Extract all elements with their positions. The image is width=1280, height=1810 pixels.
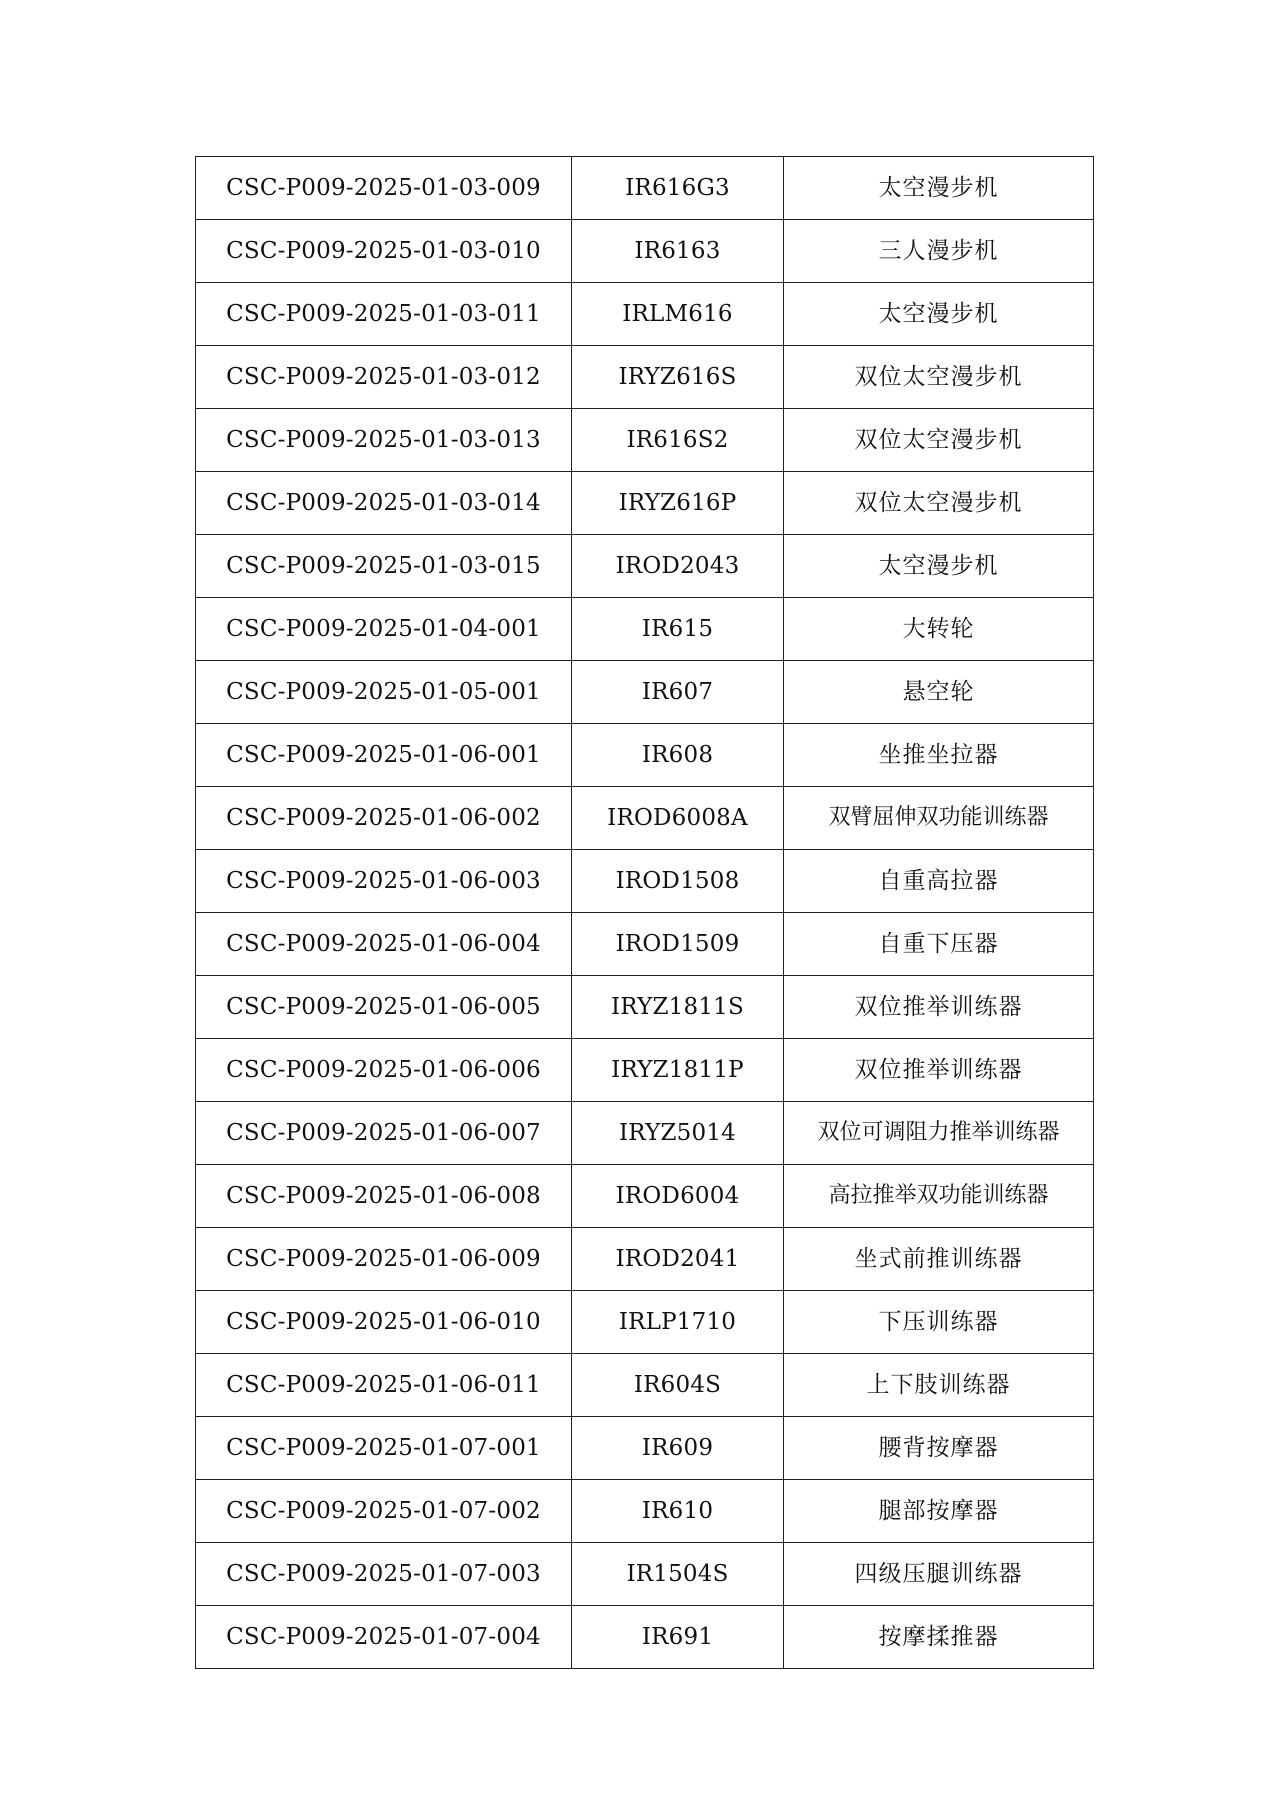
cell-product-name: 双臂屈伸双功能训练器 xyxy=(784,787,1094,850)
cell-certificate-code: CSC-P009-2025-01-03-011 xyxy=(196,283,572,346)
table-row xyxy=(196,1480,1094,1543)
table-row xyxy=(196,409,1094,472)
cell-model-number: IR1504S xyxy=(572,1543,784,1606)
table-row xyxy=(196,157,1094,220)
cell-product-name: 太空漫步机 xyxy=(784,157,1094,220)
cell-product-name: 三人漫步机 xyxy=(784,220,1094,283)
table-row xyxy=(196,472,1094,535)
cell-certificate-code: CSC-P009-2025-01-06-006 xyxy=(196,1039,572,1102)
cell-product-name: 下压训练器 xyxy=(784,1291,1094,1354)
cell-product-name: 双位可调阻力推举训练器 xyxy=(784,1102,1094,1165)
cell-model-number: IR604S xyxy=(572,1354,784,1417)
cell-certificate-code: CSC-P009-2025-01-06-003 xyxy=(196,850,572,913)
cell-certificate-code: CSC-P009-2025-01-07-003 xyxy=(196,1543,572,1606)
table-row xyxy=(196,1606,1094,1669)
cell-model-number: IR609 xyxy=(572,1417,784,1480)
cell-product-name: 高拉推举双功能训练器 xyxy=(784,1165,1094,1228)
cell-product-name: 大转轮 xyxy=(784,598,1094,661)
cell-model-number: IRYZ1811P xyxy=(572,1039,784,1102)
cell-product-name: 上下肢训练器 xyxy=(784,1354,1094,1417)
cell-certificate-code: CSC-P009-2025-01-06-005 xyxy=(196,976,572,1039)
cell-certificate-code: CSC-P009-2025-01-06-001 xyxy=(196,724,572,787)
cell-model-number: IRLP1710 xyxy=(572,1291,784,1354)
cell-certificate-code: CSC-P009-2025-01-03-012 xyxy=(196,346,572,409)
table-row xyxy=(196,1165,1094,1228)
cell-product-name: 坐式前推训练器 xyxy=(784,1228,1094,1291)
table-row xyxy=(196,346,1094,409)
cell-product-name: 双位推举训练器 xyxy=(784,976,1094,1039)
cell-product-name: 自重下压器 xyxy=(784,913,1094,976)
cell-certificate-code: CSC-P009-2025-01-06-007 xyxy=(196,1102,572,1165)
table-row xyxy=(196,283,1094,346)
cell-model-number: IRYZ616S xyxy=(572,346,784,409)
cell-product-name: 双位太空漫步机 xyxy=(784,472,1094,535)
table-row xyxy=(196,535,1094,598)
cell-certificate-code: CSC-P009-2025-01-06-009 xyxy=(196,1228,572,1291)
cell-model-number: IROD6004 xyxy=(572,1165,784,1228)
cell-model-number: IRYZ616P xyxy=(572,472,784,535)
cell-product-name: 自重高拉器 xyxy=(784,850,1094,913)
table-row xyxy=(196,1039,1094,1102)
cell-certificate-code: CSC-P009-2025-01-06-010 xyxy=(196,1291,572,1354)
cell-model-number: IRYZ5014 xyxy=(572,1102,784,1165)
cell-certificate-code: CSC-P009-2025-01-06-008 xyxy=(196,1165,572,1228)
cell-product-name: 双位推举训练器 xyxy=(784,1039,1094,1102)
cell-model-number: IROD6008A xyxy=(572,787,784,850)
table-row xyxy=(196,220,1094,283)
cell-model-number: IR616G3 xyxy=(572,157,784,220)
cell-model-number: IR615 xyxy=(572,598,784,661)
cell-model-number: IROD1508 xyxy=(572,850,784,913)
cell-certificate-code: CSC-P009-2025-01-04-001 xyxy=(196,598,572,661)
table-row xyxy=(196,1291,1094,1354)
table-row xyxy=(196,913,1094,976)
table-row xyxy=(196,661,1094,724)
cell-certificate-code: CSC-P009-2025-01-03-009 xyxy=(196,157,572,220)
cell-model-number: IR610 xyxy=(572,1480,784,1543)
table-row xyxy=(196,724,1094,787)
cell-product-name: 太空漫步机 xyxy=(784,283,1094,346)
table-row xyxy=(196,598,1094,661)
cell-certificate-code: CSC-P009-2025-01-07-004 xyxy=(196,1606,572,1669)
cell-certificate-code: CSC-P009-2025-01-07-002 xyxy=(196,1480,572,1543)
cell-product-name: 双位太空漫步机 xyxy=(784,346,1094,409)
cell-product-name: 坐推坐拉器 xyxy=(784,724,1094,787)
cell-certificate-code: CSC-P009-2025-01-03-015 xyxy=(196,535,572,598)
table-row xyxy=(196,1354,1094,1417)
certificate-table xyxy=(195,156,1094,1669)
cell-model-number: IROD1509 xyxy=(572,913,784,976)
cell-certificate-code: CSC-P009-2025-01-07-001 xyxy=(196,1417,572,1480)
cell-certificate-code: CSC-P009-2025-01-05-001 xyxy=(196,661,572,724)
cell-certificate-code: CSC-P009-2025-01-03-014 xyxy=(196,472,572,535)
table-row xyxy=(196,1102,1094,1165)
cell-model-number: IROD2041 xyxy=(572,1228,784,1291)
cell-product-name: 腿部按摩器 xyxy=(784,1480,1094,1543)
cell-product-name: 悬空轮 xyxy=(784,661,1094,724)
cell-model-number: IR607 xyxy=(572,661,784,724)
cell-model-number: IRLM616 xyxy=(572,283,784,346)
cell-certificate-code: CSC-P009-2025-01-06-004 xyxy=(196,913,572,976)
cell-model-number: IROD2043 xyxy=(572,535,784,598)
cell-certificate-code: CSC-P009-2025-01-03-010 xyxy=(196,220,572,283)
cell-certificate-code: CSC-P009-2025-01-03-013 xyxy=(196,409,572,472)
cell-certificate-code: CSC-P009-2025-01-06-002 xyxy=(196,787,572,850)
cell-model-number: IR6163 xyxy=(572,220,784,283)
cell-product-name: 太空漫步机 xyxy=(784,535,1094,598)
table-body xyxy=(196,157,1094,1669)
cell-model-number: IR691 xyxy=(572,1606,784,1669)
table-row xyxy=(196,1228,1094,1291)
table-row xyxy=(196,850,1094,913)
cell-certificate-code: CSC-P009-2025-01-06-011 xyxy=(196,1354,572,1417)
cell-product-name: 双位太空漫步机 xyxy=(784,409,1094,472)
cell-product-name: 四级压腿训练器 xyxy=(784,1543,1094,1606)
cell-product-name: 腰背按摩器 xyxy=(784,1417,1094,1480)
cell-product-name: 按摩揉推器 xyxy=(784,1606,1094,1669)
cell-model-number: IRYZ1811S xyxy=(572,976,784,1039)
cell-model-number: IR616S2 xyxy=(572,409,784,472)
cell-model-number: IR608 xyxy=(572,724,784,787)
table-row xyxy=(196,1543,1094,1606)
table-row xyxy=(196,787,1094,850)
table-row xyxy=(196,1417,1094,1480)
table-row xyxy=(196,976,1094,1039)
